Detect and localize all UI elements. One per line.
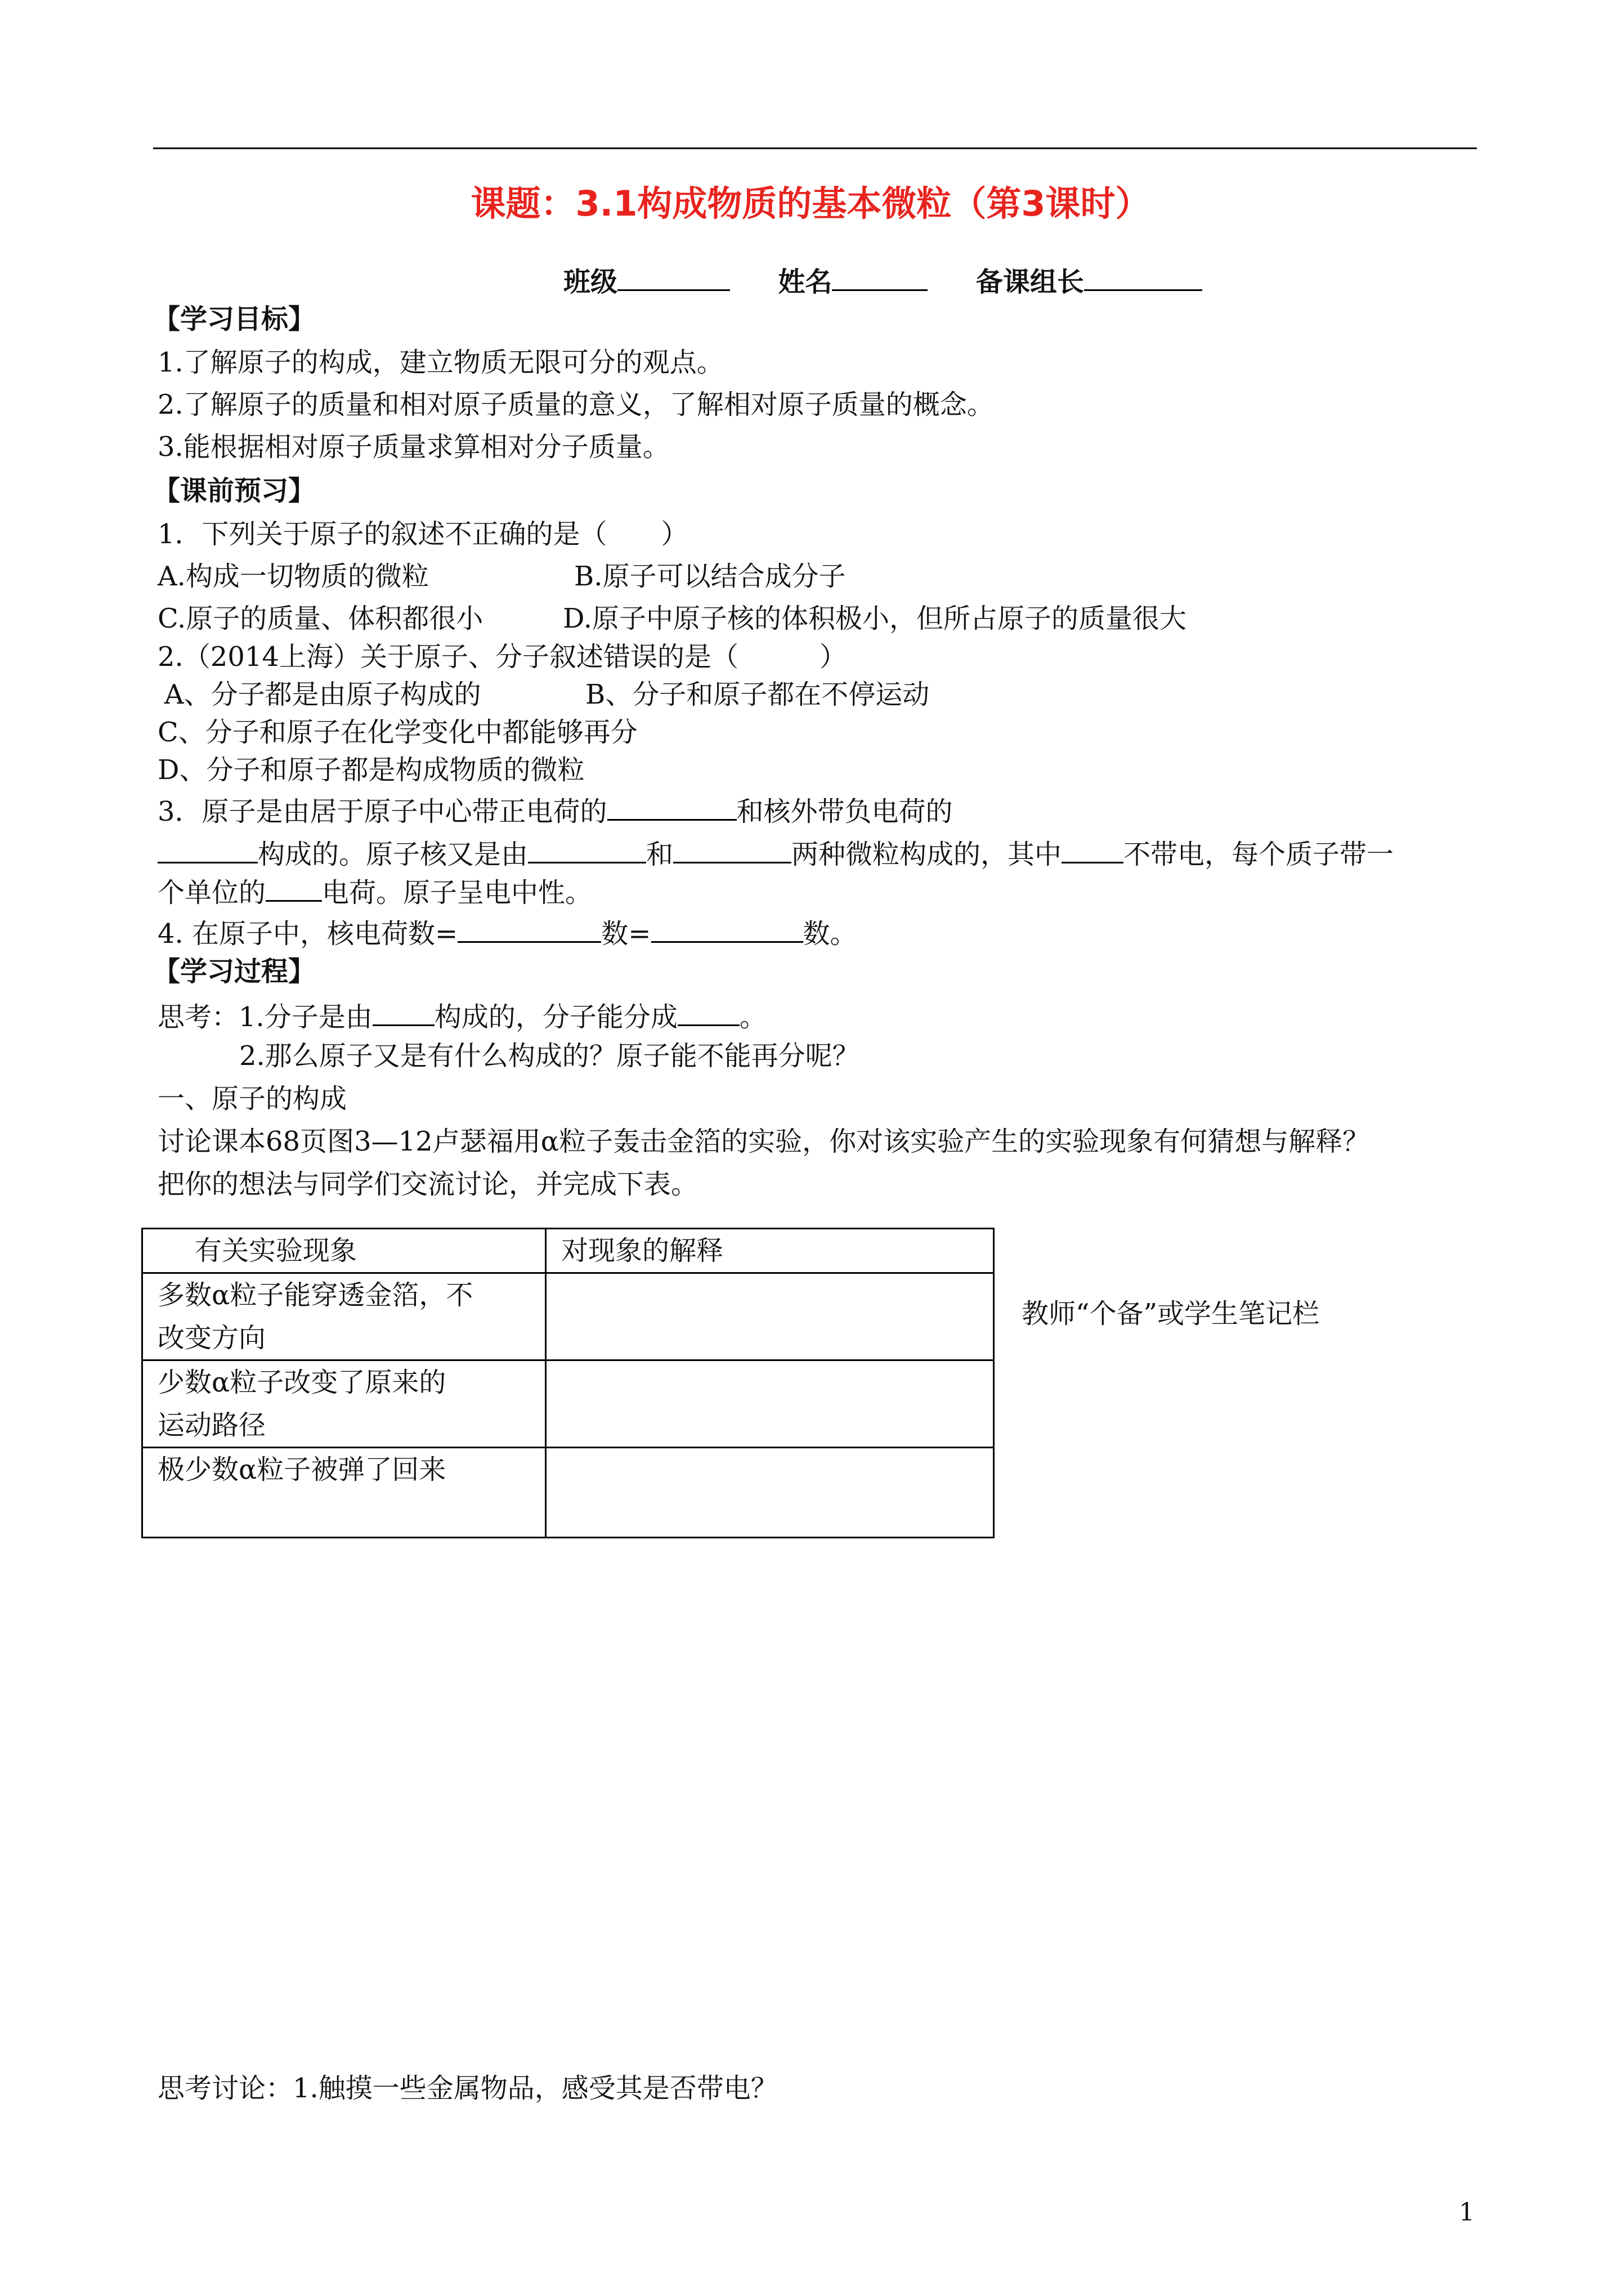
q4-text: 4. 在原子中，核电荷数= [158,918,458,950]
class-label: 班级 [563,266,618,298]
q4-text: 数。 [803,918,857,950]
leader-blank[interactable] [1084,265,1202,291]
info-line [563,265,1202,296]
question-1: 1．下列关于原子的叙述不正确的是（ ） [158,518,688,550]
q3-text: 和核外带负电荷的 [736,796,953,827]
cell-text: 运动路径 [158,1409,266,1441]
phenomenon-cell [142,1360,546,1448]
goal-item: 3.能根据相对原子质量求算相对分子质量。 [158,431,670,463]
q3-text: 不带电，每个质子带一 [1123,839,1394,870]
answer-blank[interactable] [266,875,322,902]
page-number: 1 [1459,2198,1475,2227]
think-1 [158,1000,767,1031]
goals-heading: 【学习目标】 [153,303,316,335]
table-header: 有关实验现象 [142,1229,546,1273]
table-row [142,1360,994,1448]
q3-text: 电荷。原子呈电中性。 [322,877,593,908]
phenomenon-cell [142,1273,546,1360]
think-text: 。 [739,1001,767,1033]
page-title: 课题：3.1构成物质的基本微粒（第3课时） [471,183,1150,224]
table-row [142,1448,994,1538]
bottom-think: 思考讨论：1.触摸一些金属物品，感受其是否带电？ [158,2073,778,2104]
question-3-line-1 [158,794,953,825]
answer-blank[interactable] [1062,837,1123,863]
process-heading: 【学习过程】 [153,956,316,987]
option-c: C、分子和原子在化学变化中都能够再分 [158,717,638,748]
question-4 [158,916,857,950]
table-header: 对现象的解释 [546,1229,994,1273]
option-d: D、分子和原子都是构成物质的微粒 [158,754,585,786]
option-d: D.原子中原子核的体积极小，但所占原子的质量很大 [563,603,1187,634]
table-row [142,1273,994,1360]
answer-blank[interactable] [373,1000,435,1026]
table-header-row [142,1229,994,1273]
question-3-line-3 [158,875,592,906]
q3-text: 两种微粒构成的，其中 [791,839,1062,870]
leader-label: 备课组长 [975,266,1084,298]
option-a: A、分子都是由原子构成的 [164,679,481,710]
cell-text: 极少数α粒子被弹了回来 [158,1454,446,1485]
q3-text: 构成的。原子核又是由 [258,839,529,870]
answer-blank[interactable] [678,1000,740,1026]
cell-text: 改变方向 [158,1322,266,1354]
option-b: B.原子可以结合成分子 [574,561,846,592]
answer-blank[interactable] [607,794,737,821]
explanation-cell[interactable] [546,1448,994,1538]
explanation-cell[interactable] [546,1360,994,1448]
goal-item: 2.了解原子的质量和相对原子质量的意义，了解相对原子质量的概念。 [158,389,994,420]
answer-blank[interactable] [651,916,803,943]
answer-blank[interactable] [458,916,601,943]
q4-text: 数= [601,918,651,950]
cell-text: 少数α粒子改变了原来的 [158,1367,446,1398]
option-c: C.原子的质量、体积都很小 [158,603,483,634]
name-blank[interactable] [832,265,928,291]
section-heading: 一、原子的构成 [158,1083,347,1115]
phenomenon-cell [142,1448,546,1538]
side-note: 教师“个备”或学生笔记栏 [1022,1298,1320,1330]
option-b: B、分子和原子都在不停运动 [585,679,930,710]
cell-text: 多数α粒子能穿透金箔，不 [158,1279,473,1311]
discussion-text: 把你的想法与同学们交流讨论，并完成下表。 [158,1169,698,1200]
think-text: 构成的，分子能分成 [434,1001,678,1033]
name-label: 姓名 [778,266,832,298]
think-2: 2.那么原子又是有什么构成的？原子能不能再分呢？ [239,1040,859,1072]
q3-text: 和 [646,839,674,870]
question-2: 2.（2014上海）关于原子、分子叙述错误的是（ ） [158,641,847,673]
goal-item: 1.了解原子的构成，建立物质无限可分的观点。 [158,347,724,378]
option-a: A.构成一切物质的微粒 [158,561,429,592]
class-blank[interactable] [617,265,730,291]
experiment-table [141,1228,995,1538]
preview-heading: 【课前预习】 [153,475,316,507]
q3-text: 3．原子是由居于原子中心带正电荷的 [158,796,607,827]
question-3-line-2 [158,837,1394,868]
think-text: 思考：1.分子是由 [158,1001,373,1033]
q3-text: 个单位的 [158,877,266,908]
discussion-text: 讨论课本68页图3—12卢瑟福用α粒子轰击金箔的实验，你对该实验产生的实验现象有何猜想与解释？ [158,1126,1370,1157]
explanation-cell[interactable] [546,1273,994,1360]
header-rule [153,147,1477,149]
answer-blank[interactable] [673,837,791,863]
answer-blank[interactable] [158,837,258,863]
answer-blank[interactable] [528,837,646,863]
